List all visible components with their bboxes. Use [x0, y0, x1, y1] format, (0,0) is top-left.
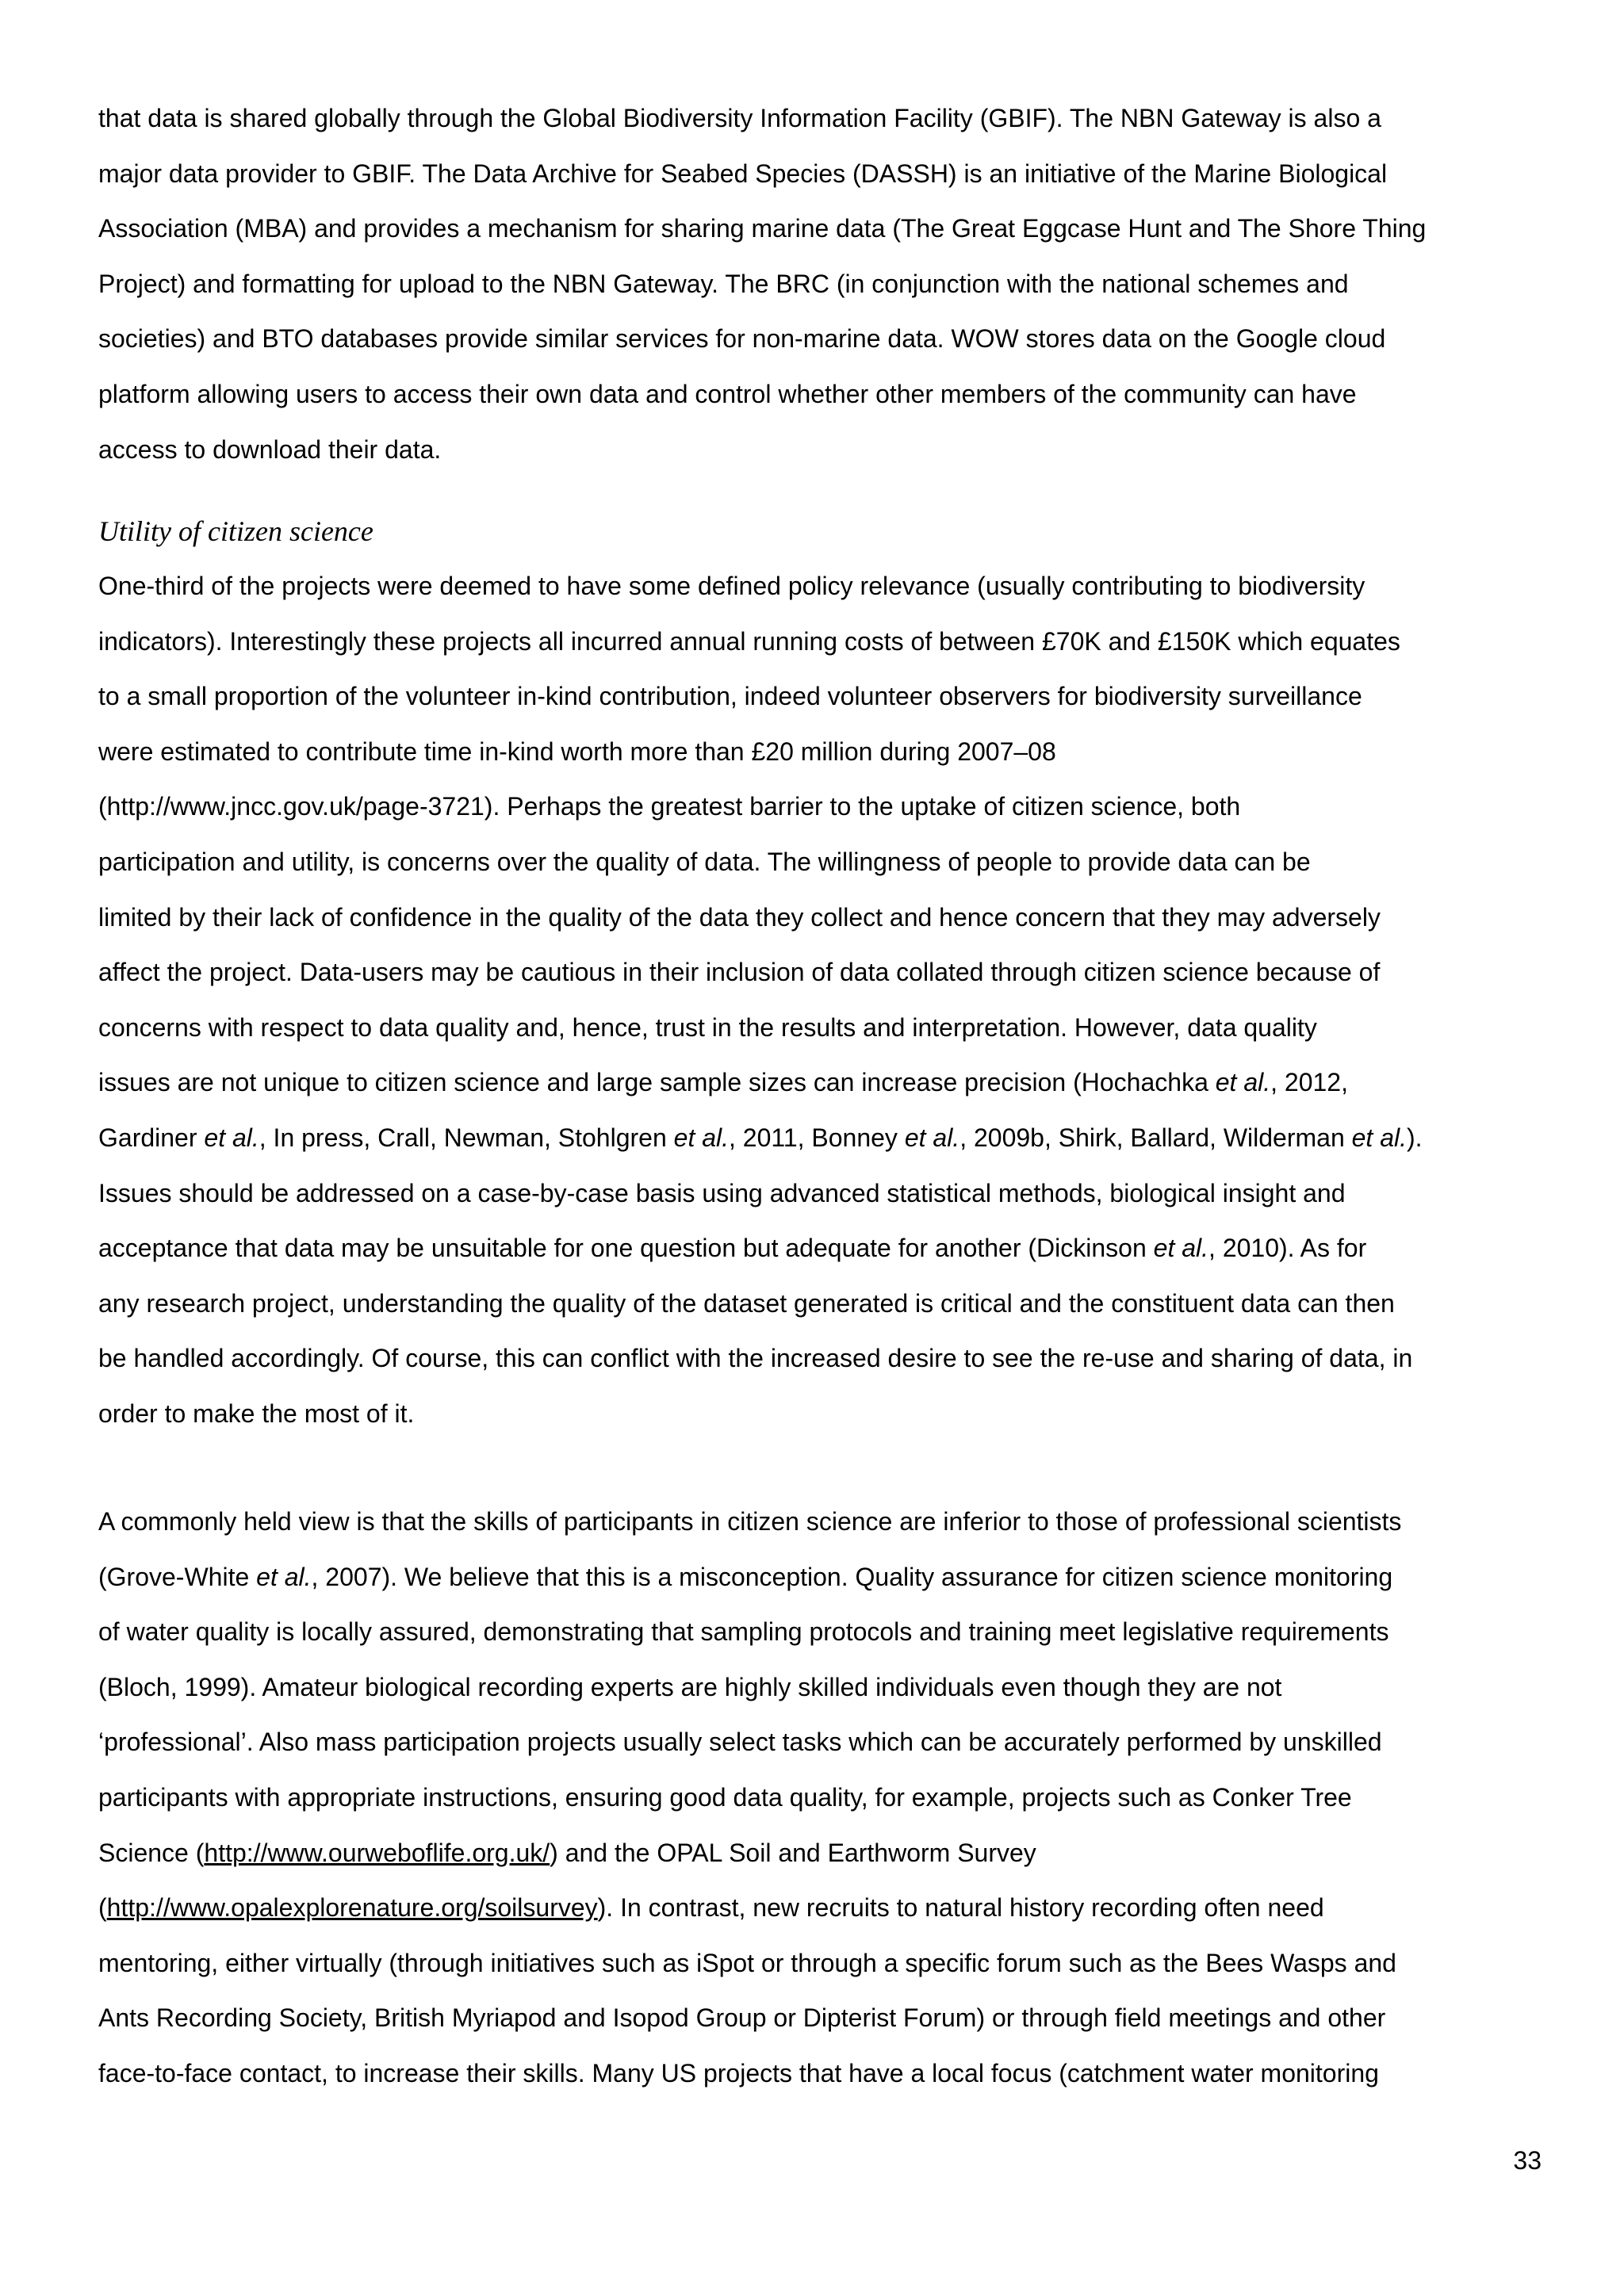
text-line: ‘professional’. Also mass participation projects usually select tasks which can be accurately performed by unskilled: [98, 1728, 1382, 1757]
text-line: [98, 1881, 1542, 1936]
section-heading: Utility of citizen science: [98, 515, 373, 547]
text-run: , 2009b, Shirk, Ballard, Wilderman: [959, 1123, 1352, 1152]
text-line: mentoring, either virtually (through initiatives such as iSpot or through a specific forum such as the Bees Wasps and: [98, 1948, 1396, 1977]
text-line: any research project, understanding the quality of the dataset generated is critical and the constituent data can then: [98, 1288, 1395, 1318]
text-run: , 2007). We believe that this is a misconception. Quality assurance for citizen science monitoring: [311, 1562, 1393, 1591]
text-run: , 2010). As for: [1208, 1234, 1367, 1263]
text-line: societies) and BTO databases provide similar services for non-marine data. WOW stores data on the Google cloud: [98, 324, 1386, 354]
paragraph-utility: [98, 559, 1542, 1442]
italic-et-al: et al.: [1215, 1068, 1271, 1097]
text-line: platform allowing users to access their own data and control whether other members of the community can have: [98, 379, 1357, 408]
text-run: issues are not unique to citizen science and large sample sizes can increase precision (Hochachka: [98, 1068, 1216, 1097]
text-run: acceptance that data may be unsuitable for one question but adequate for another (Dickinson: [98, 1234, 1154, 1263]
text-run: ). In contrast, new recruits to natural history recording often need: [597, 1893, 1324, 1923]
italic-et-al: et al.: [1153, 1234, 1209, 1263]
italic-et-al: et al.: [256, 1562, 312, 1591]
text-line: to a small proportion of the volunteer in-kind contribution, indeed volunteer observers for biodiversity surveillance: [98, 682, 1362, 711]
text-line: (http://www.jncc.gov.uk/page-3721). Perhaps the greatest barrier to the uptake of citizen science, both: [98, 792, 1241, 821]
text-line: limited by their lack of confidence in the quality of the data they collect and hence concern that they may adversely: [98, 902, 1381, 932]
text-line: [98, 1055, 1542, 1111]
text-line: order to make the most of it.: [98, 1399, 415, 1428]
text-run: , In press, Crall, Newman, Stohlgren: [259, 1123, 674, 1152]
text-line: indicators). Interestingly these projects all incurred annual running costs of between £70K and £150K which equates: [98, 626, 1400, 656]
text-run: ) and the OPAL Soil and Earthworm Survey: [550, 1838, 1036, 1867]
text-line: [98, 1111, 1542, 1166]
paragraph-data-sharing: [98, 91, 1542, 477]
italic-et-al: et al.: [904, 1123, 960, 1152]
text-line: A commonly held view is that the skills of participants in citizen science are inferior to those of professional scientists: [98, 1507, 1402, 1536]
link-opal-soil-survey[interactable]: http://www.opalexplorenature.org/soilsurvey: [106, 1893, 598, 1923]
text-line: be handled accordingly. Of course, this can conflict with the increased desire to see the re-use and sharing of data, in: [98, 1344, 1413, 1373]
text-line: Association (MBA) and provides a mechanism for sharing marine data (The Great Eggcase Hunt and The Shore Thing: [98, 214, 1427, 243]
text-line: Ants Recording Society, British Myriapod and Isopod Group or Dipterist Forum) or through field meetings and other: [98, 2003, 1386, 2033]
text-line: participation and utility, is concerns over the quality of data. The willingness of people to provide data can be: [98, 847, 1311, 876]
text-line: access to download their data.: [98, 434, 442, 464]
text-line: [98, 1221, 1542, 1276]
text-run: Gardiner: [98, 1123, 205, 1152]
text-run: , 2011, Bonney: [729, 1123, 905, 1152]
text-run: , 2012,: [1270, 1068, 1348, 1097]
text-run: Science (: [98, 1838, 205, 1867]
text-line: participants with appropriate instructions, ensuring good data quality, for example, projects such as Conker Tree: [98, 1782, 1352, 1812]
text-line: affect the project. Data-users may be cautious in their inclusion of data collated through citizen science because of: [98, 958, 1381, 987]
text-line: [98, 1550, 1542, 1605]
text-line: Issues should be addressed on a case-by-case basis using advanced statistical methods, biological insight and: [98, 1178, 1346, 1207]
text-run: ).: [1407, 1123, 1423, 1152]
text-line: that data is shared globally through the Global Biodiversity Information Facility (GBIF). The NBN Gateway is also a: [98, 104, 1381, 132]
text-line: of water quality is locally assured, demonstrating that sampling protocols and training meet legislative requirements: [98, 1617, 1389, 1647]
italic-et-al: et al.: [1351, 1123, 1407, 1152]
text-line: One-third of the projects were deemed to have some defined policy relevance (usually contributing to biodiversity: [98, 572, 1365, 600]
italic-et-al: et al.: [673, 1123, 730, 1152]
page-number: 33: [1513, 2146, 1542, 2175]
text-line: Project) and formatting for upload to the NBN Gateway. The BRC (in conjunction with the national schemes and: [98, 269, 1349, 298]
text-line: face-to-face contact, to increase their skills. Many US projects that have a local focus (catchment water monitoring: [98, 2058, 1379, 2087]
text-line: major data provider to GBIF. The Data Archive for Seabed Species (DASSH) is an initiative of the Marine Biological: [98, 159, 1388, 188]
text-line: [98, 1826, 1542, 1881]
text-line: (Bloch, 1999). Amateur biological recording experts are highly skilled individuals even though they are not: [98, 1672, 1282, 1701]
paragraph-participant-skills: [98, 1494, 1542, 2102]
text-run: (: [98, 1893, 107, 1923]
text-line: were estimated to contribute time in-kind worth more than £20 million during 2007–08: [98, 737, 1056, 766]
link-ourweboflife[interactable]: http://www.ourweboflife.org.uk/: [204, 1838, 550, 1867]
italic-et-al: et al.: [204, 1123, 259, 1152]
text-run: (Grove-White: [98, 1562, 257, 1591]
text-line: concerns with respect to data quality and, hence, trust in the results and interpretation. However, data quality: [98, 1012, 1317, 1042]
